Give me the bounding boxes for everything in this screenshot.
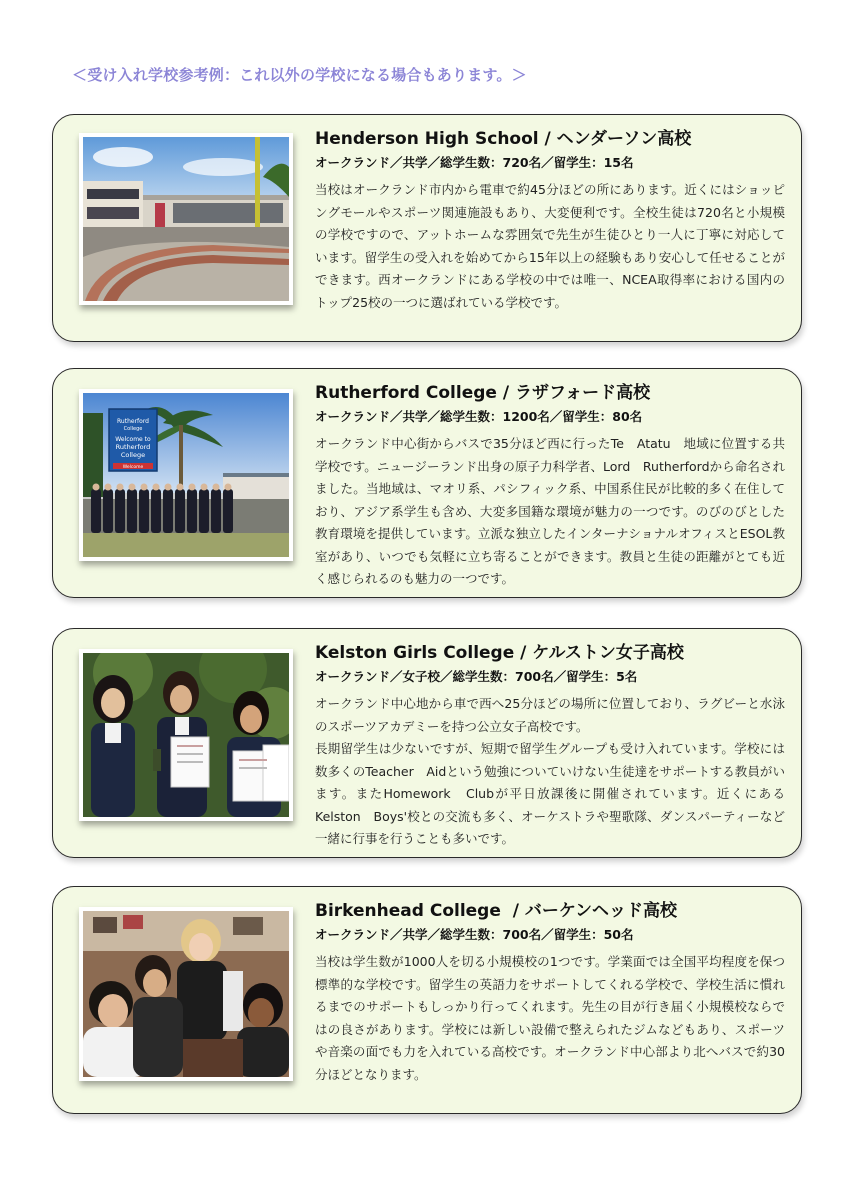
- sign-text-2: College: [123, 426, 143, 432]
- sign-text-3: Welcome to: [115, 436, 151, 443]
- henderson-school-photo: [79, 133, 293, 305]
- page-header: ＜受け入れ学校参考例：これ以外の学校になる場合もあります。＞: [72, 66, 527, 84]
- school-description: オークランド中心地から車で西へ25分ほどの場所に位置しており、ラグビーと水泳のスポーツアカデミーを持つ公立女子高校です。 長期留学生は少ないですが、短期で留学生グループも受け入れています。学校には数多くのTeacher Aidという勉強についていけない生徒達をサポートする教員がいます。またHomework Clubが平日放課後に開催されています。近くにあるKelston Boys'校との交流も多く、オーケストラや聖歌隊、ダンスパーティーなど一緒に行事を行うことも多いです。: [315, 696, 785, 846]
- school-title: Birkenhead College / バーケンヘッド高校: [315, 901, 677, 921]
- school-card-kelston: [52, 628, 802, 858]
- sign-text-4: Rutherford: [115, 443, 151, 451]
- school-card-henderson: [52, 114, 802, 342]
- henderson-text: [315, 127, 785, 314]
- rutherford-text: [315, 381, 785, 591]
- school-subtitle: オークランド／共学／総学生数：720名／留学生：15名: [315, 155, 634, 170]
- birkenhead-text: [315, 899, 785, 1086]
- birkenhead-school-photo: [79, 907, 293, 1081]
- school-subtitle: オークランド／共学／総学生数：700名／留学生：50名: [315, 927, 634, 942]
- sign-text-1: Rutherford: [117, 418, 149, 425]
- school-subtitle: オークランド／共学／総学生数：1200名／留学生：80名: [315, 409, 643, 424]
- school-description: オークランド中心街からバスで35分ほど西に行ったTe Atatu 地域に位置する共学校です。ニュージーランド出身の原子力科学者、Lord Rutherfordから命名されました。当地域は、マオリ系、パシフィック系、中国系住民が比較的多く在住しており、アジア系学生も含め、大変多国籍な環境が魅力の一つです。のびのびとした教育環境を提供しています。立派な独立したインターナショナルオフィスとESOL教室があり、いつでも気軽に立ち寄ることができます。教員と生徒の距離がとても近く感じられるのも魅力の一つです。: [315, 436, 785, 586]
- school-title: Rutherford College / ラザフォード高校: [315, 383, 651, 403]
- kelston-text: [315, 641, 785, 851]
- school-title: Henderson High School / ヘンダーソン高校: [315, 129, 692, 149]
- school-card-rutherford: [52, 368, 802, 598]
- sign-text-5: College: [120, 451, 146, 459]
- school-subtitle: オークランド／女子校／総学生数：700名／留学生：5名: [315, 669, 638, 684]
- rutherford-school-photo: [79, 389, 293, 561]
- sign-text-6: Welcome: [122, 465, 144, 470]
- kelston-school-photo: [79, 649, 293, 821]
- school-description: 当校は学生数が1000人を切る小規模校の1つです。学業面では全国平均程度を保つ標準的な学校です。留学生の英語力をサポートしてくれる学校で、学校生活に慣れるまでのサポートもしっかり行ってくれます。先生の目が行き届く小規模校ならではの良さがあります。学校には新しい設備で整えられたジムなどもあり、スポーツや音楽の面でも力を入れている高校です。オークランド中心部より北へバスで約30分ほどとなります。: [315, 954, 785, 1082]
- school-description: 当校はオークランド市内から電車で約45分ほどの所にあります。近くにはショッピングモールやスポーツ関連施設もあり、大変便利です。全校生徒は720名と小規模の学校ですので、アットホームな雰囲気で先生が生徒ひとり一人に丁寧に対応しています。留学生の受入れを始めてから15年以上の経験もあり安心して任せることができます。西オークランドにある学校の中では唯一、NCEA取得率における国内のトップ25校の一つに選ばれている学校です。: [315, 182, 785, 310]
- school-title: Kelston Girls College / ケルストン女子高校: [315, 643, 684, 663]
- school-card-birkenhead: [52, 886, 802, 1114]
